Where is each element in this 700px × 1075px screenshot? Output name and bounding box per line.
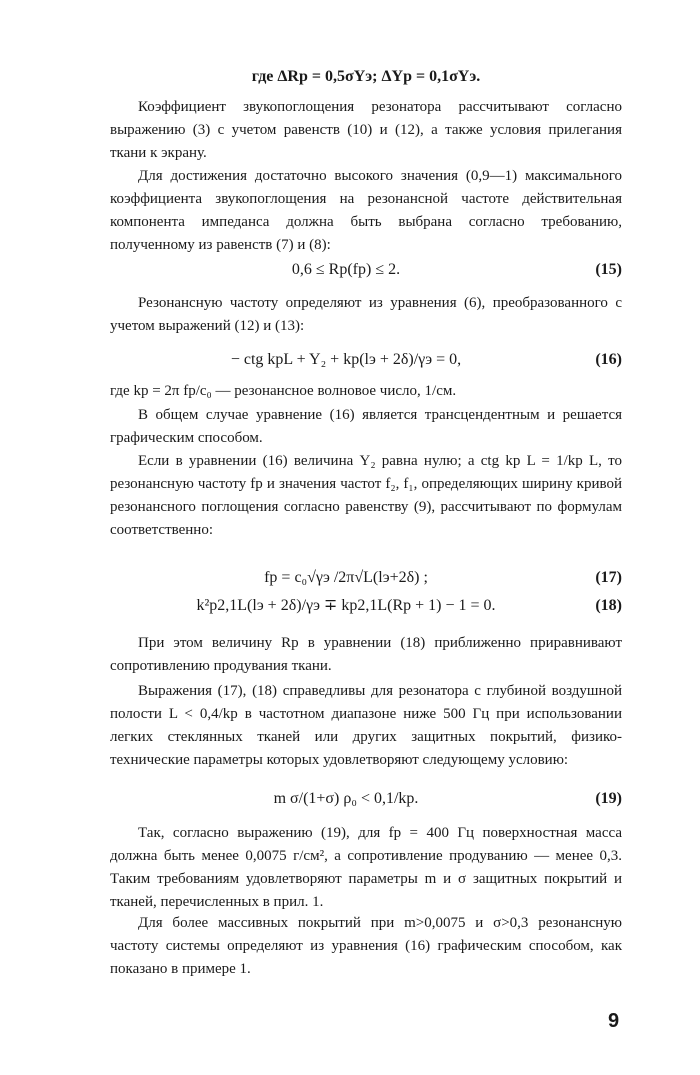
page-number: 9 (608, 1010, 620, 1032)
equation-15-expression: 0,6 ≤ Rр(fр) ≤ 2. (291, 261, 401, 278)
equation-18-number: (18) (595, 597, 622, 614)
equation-16-expression: − ctg kрL + Y₂ + kр(lэ + 2δ)/γэ = 0, (230, 351, 462, 368)
equation-18-expression: k²р2,1L(lэ + 2δ)/γэ ∓ kр2,1L(Rр + 1) − 1 = 0. (196, 597, 496, 614)
equation-17-expression: fр = c₀√γэ /2π√L(lэ+2δ) ; (264, 569, 428, 586)
paragraph-absorption-coefficient: Коэффициент звукопоглощения резонатора рассчитывают согласно выражению (3) с учетом равенств (10) и (12), а также условия прилегания ткани к экрану. (110, 99, 622, 161)
equation-18 (110, 594, 622, 618)
paragraph-blow-resistance: При этом величину Rр в уравнении (18) приближенно приравнивают сопротивлению продувания ткани. (110, 635, 622, 674)
paragraph-transcendental: В общем случае уравнение (16) является трансцендентным и решается графическим способом. (110, 407, 622, 446)
paragraph-example-400hz: Так, согласно выражению (19), для fр = 400 Гц поверхностная масса должна быть менее 0,0075 г/см², а сопротивление продуванию — менее 0,3. Таким требованиям удовлетворяют параметры m и σ защитных покрытий и тканей, перечисленных в прил. 1. (110, 825, 622, 910)
equation-17-number: (17) (595, 569, 622, 586)
equation-15 (110, 258, 622, 282)
equation-19-expression: m σ/(1+σ) ρ₀ < 0,1/kр. (273, 790, 419, 807)
top-formula-line: где ΔRр = 0,5σYэ; ΔYр = 0,1σYэ. (251, 68, 481, 85)
paragraph-validity-conditions: Выражения (17), (18) справедливы для резонатора с глубиной воздушной полости L < 0,4/kр в частотном диапазоне ниже 500 Гц при использовании легких стеклянных тканей или других защитных покрытий, физико-технические параметры которых удовлетворяют следующему условию: (110, 683, 622, 768)
equation-15-number: (15) (595, 261, 622, 278)
paragraph-massive-coatings: Для более массивных покрытий при m>0,0075 и σ>0,3 резонансную частоту системы определяют из уравнения (16) графическим способом, как показано в примере 1. (110, 915, 622, 977)
equation-16 (110, 348, 622, 372)
equation-16-number: (16) (595, 351, 622, 368)
paragraph-wave-number: где kр = 2π fр/c₀ — резонансное волновое число, 1/см. (110, 383, 457, 399)
paragraph-impedance-requirement: Для достижения достаточно высокого значения (0,9—1) максимального коэффициента звукопоглощения на резонансной частоте действительная компонента импеданса должна быть выбрана согласно требованию, полученному из равенств (7) и (8): (110, 168, 622, 253)
equation-17 (110, 566, 622, 590)
equation-19 (110, 787, 622, 811)
paragraph-formulas-intro: Если в уравнении (16) величина Y₂ равна нулю; а ctg kр L = 1/kр L, то резонансную частоту fр и значения частот f₂, f₁, определяющих ширину кривой резонансного поглощения согласно равенству (9), рассчитывают по формулам соответственно: (110, 453, 622, 538)
paragraph-resonant-frequency: Резонансную частоту определяют из уравнения (6), преобразованного с учетом выражений (12) и (13): (110, 295, 622, 334)
equation-19-number: (19) (595, 790, 622, 807)
